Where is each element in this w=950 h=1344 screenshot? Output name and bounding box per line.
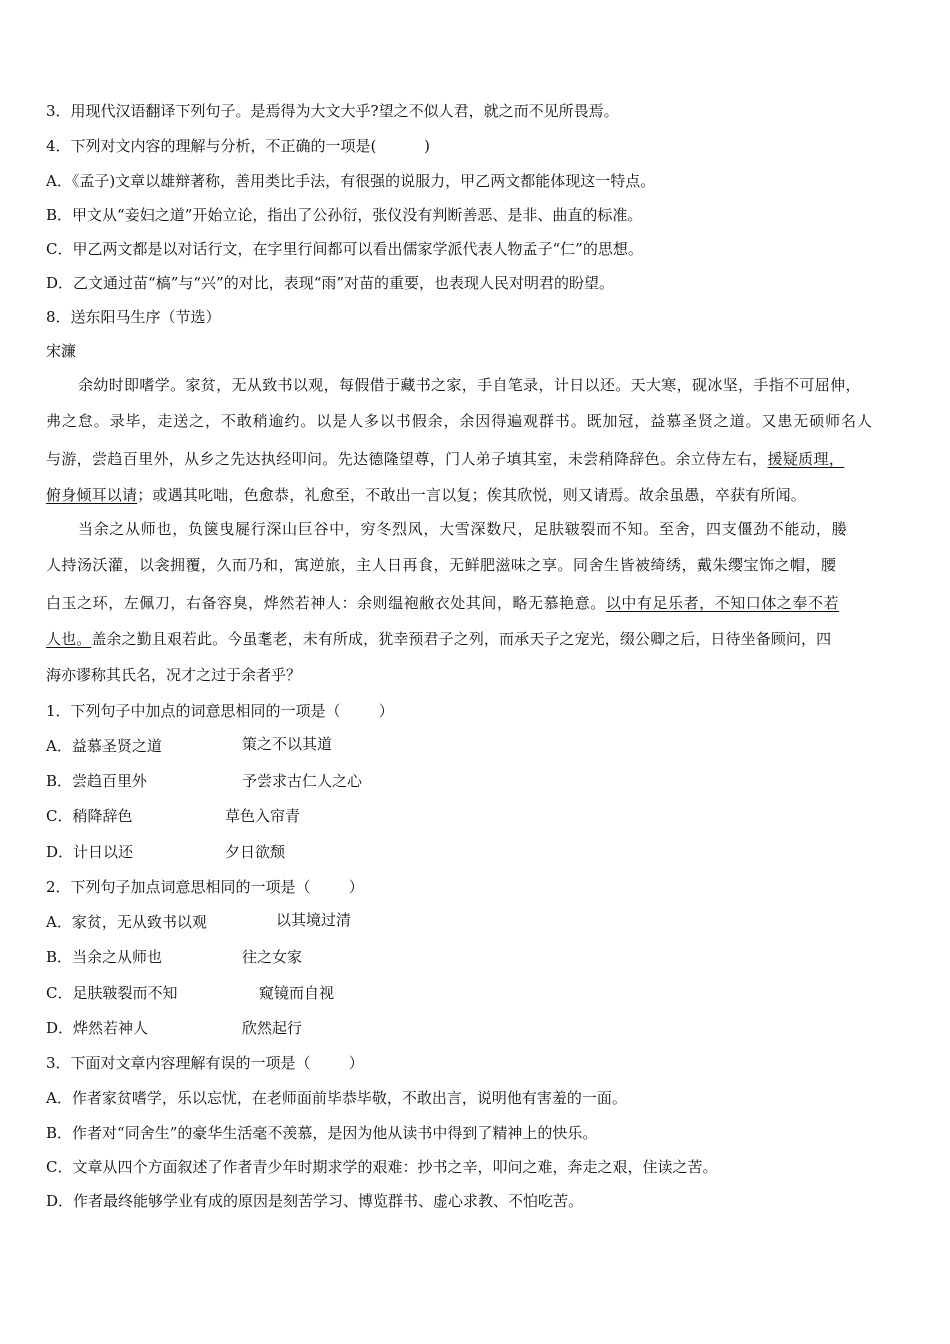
option-1c-compare: 草色入帘青 [225, 807, 301, 825]
option-2b: B．当余之从师也 [46, 948, 163, 966]
option-2a: A．家贫，无从致书以观 [46, 913, 207, 931]
option-2c-compare: 窥镜而自视 [259, 984, 335, 1002]
option-4b: B．甲文从“妾妇之道”开始立论，指出了公孙衍，张仪没有判断善恶、是非、曲直的标准。 [46, 206, 643, 224]
underlined-phrase: 俯身倾耳以请 [46, 486, 138, 504]
passage-p2-line3: 白玉之环，左佩刀，右备容臭，烨然若神人：余则缊袍敝衣处其间，略无慕艳意。以中有足乐者，不知口体之奉不若 [46, 594, 840, 612]
question-3: 3．下面对文章内容理解有误的一项是（ ） [46, 1054, 364, 1072]
underlined-phrase: 人也。 [46, 630, 92, 648]
option-2d-compare: 欣然起行 [242, 1019, 303, 1037]
passage-p1-line2: 弗之怠。录毕，走送之，不敢稍逾约。以是人多以书假余，余因得遍观群书。既加冠，益慕圣贤之道。又患无硕师名人 [46, 412, 873, 430]
option-1a: A．益慕圣贤之道 [46, 737, 162, 755]
option-1b: B．尝趋百里外 [46, 772, 148, 790]
question-1: 1．下列句子中加点的词意思相同的一项是（ ） [46, 702, 394, 720]
question-4: 4．下列对文内容的理解与分析，不正确的一项是( ) [46, 137, 430, 155]
option-1c: C．稍降辞色 [46, 807, 133, 825]
option-3d: D．作者最终能够学业有成的原因是刻苦学习、博览群书、虚心求教、不怕吃苦。 [46, 1192, 584, 1210]
option-1a-compare: 策之不以其道 [242, 735, 333, 753]
question-2: 2．下列句子加点词意思相同的一项是（ ） [46, 878, 364, 896]
passage-p1-line4: 俯身倾耳以请；或遇其叱咄，色愈恭，礼愈至，不敢出一言以复；俟其欣悦，则又请焉。故余虽愚，卒获有所闻。 [46, 486, 807, 504]
option-2c: C．足肤皲裂而不知 [46, 984, 178, 1002]
option-1d: D．计日以还 [46, 843, 134, 861]
option-2a-compare: 以其境过清 [276, 911, 352, 929]
option-2b-compare: 往之女家 [242, 948, 303, 966]
option-1d-compare: 夕日欲颓 [225, 843, 286, 861]
option-3b: B．作者对“同舍生”的豪华生活毫不羡慕，是因为他从读书中得到了精神上的快乐。 [46, 1124, 598, 1142]
passage-p2-line2: 人持汤沃灌，以衾拥覆，久而乃和，寓逆旅，主人日再食，无鲜肥滋味之享。同舍生皆被绮绣，戴朱缨宝饰之帽，腰 [46, 556, 837, 574]
underlined-phrase: 援疑质理， [767, 450, 845, 468]
option-4c: C．甲乙两文都是以对话行文，在字里行间都可以看出儒家学派代表人物孟子“仁”的思想。 [46, 240, 643, 258]
passage-author: 宋濂 [46, 342, 77, 360]
passage-p1-line1: 余幼时即嗜学。家贫，无从致书以观，每假借于藏书之家，手自笔录，计日以还。天大寒，砚冰坚，手指不可屈伸， [78, 376, 861, 394]
option-3a: A．作者家贫嗜学，乐以忘忧，在老师面前毕恭毕敬，不敢出言，说明他有害羞的一面。 [46, 1089, 627, 1107]
option-4d: D．乙文通过苗“槁”与“兴”的对比，表现“雨”对苗的重要，也表现人民对明君的盼望。 [46, 274, 615, 292]
passage-p2-line4: 人也。盖余之勤且艰若此。今虽耄老，未有所成，犹幸预君子之列，而承天子之宠光，缀公卿之后，日待坐备顾问，四 [46, 630, 832, 648]
option-2d: D．烨然若神人 [46, 1019, 149, 1037]
option-4a: A．《孟子)文章以雄辩著称，善用类比手法，有很强的说服力，甲乙两文都能体现这一特点。 [46, 172, 656, 190]
passage-p2-line1: 当余之从师也，负箧曳屣行深山巨谷中，穷冬烈风，大雪深数尺，足肤皲裂而不知。至舍，四支僵劲不能动，媵 [78, 520, 848, 538]
question-3-translate: 3．用现代汉语翻译下列句子。是焉得为大文大乎?望之不似人君，就之而不见所畏焉。 [46, 102, 619, 120]
underlined-phrase: 以中有足乐者，不知口体之奉不若 [605, 594, 840, 612]
option-3c: C．文章从四个方面叙述了作者青少年时期求学的艰难：抄书之辛，叩问之难，奔走之艰，住读之苦。 [46, 1158, 718, 1176]
question-8-heading: 8．送东阳马生序（节选） [46, 308, 221, 326]
passage-p2-line5: 海亦谬称其氏名，况才之过于余者乎？ [46, 666, 302, 684]
passage-p1-line3: 与游，尝趋百里外，从乡之先达执经叩问。先达德隆望尊，门人弟子填其室，未尝稍降辞色。余立侍左右，援疑质理， [46, 450, 845, 468]
option-1b-compare: 予尝求古仁人之心 [242, 772, 363, 790]
